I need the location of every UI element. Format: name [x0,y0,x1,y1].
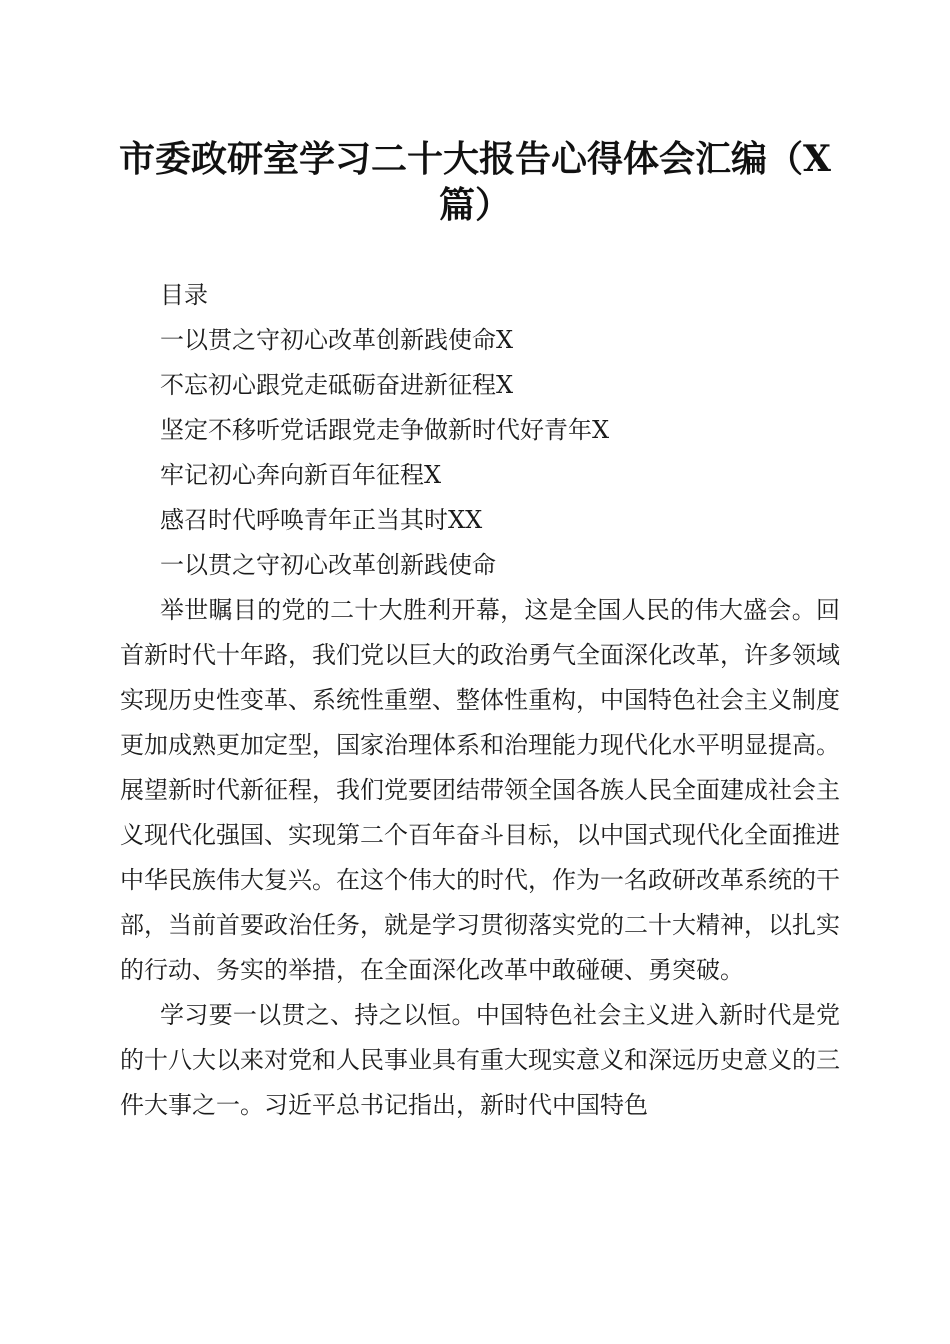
toc-item: 一以贯之守初心改革创新践使命X [160,326,514,354]
toc-item: 牢记初心奔向新百年征程X [160,461,442,489]
section-title: 一以贯之守初心改革创新践使命 [160,551,496,579]
toc-item: 坚定不移听党话跟党走争做新时代好青年X [160,416,610,444]
document-title: 市委政研室学习二十大报告心得体会汇编（X篇） [119,138,831,226]
body-paragraph: 学习要一以贯之、持之以恒。中国特色社会主义进入新时代是党的十八大以来对党和人民事业具有重大现实意义和深远历史意义的三件大事之一。习近平总书记指出，新时代中国特色 [120,1001,840,1119]
document-body [120,273,840,1128]
toc-heading: 目录 [160,281,208,309]
toc-item: 感召时代呼唤青年正当其时XX [160,506,483,534]
toc-item: 不忘初心跟党走砥砺奋进新征程X [160,371,514,399]
body-paragraph: 举世瞩目的党的二十大胜利开幕，这是全国人民的伟大盛会。回首新时代十年路，我们党以巨大的政治勇气全面深化改革，许多领域实现历史性变革、系统性重塑、整体性重构，中国特色社会主义制度更加成熟更加定型，国家治理体系和治理能力现代化水平明显提高。展望新时代新征程，我们党要团结带领全国各族人民全面建成社会主义现代化强国、实现第二个百年奋斗目标，以中国式现代化全面推进中华民族伟大复兴。在这个伟大的时代，作为一名政研改革系统的干部，当前首要政治任务，就是学习贯彻落实党的二十大精神，以扎实的行动、务实的举措，在全面深化改革中敢碰硬、勇突破。 [120,596,840,984]
